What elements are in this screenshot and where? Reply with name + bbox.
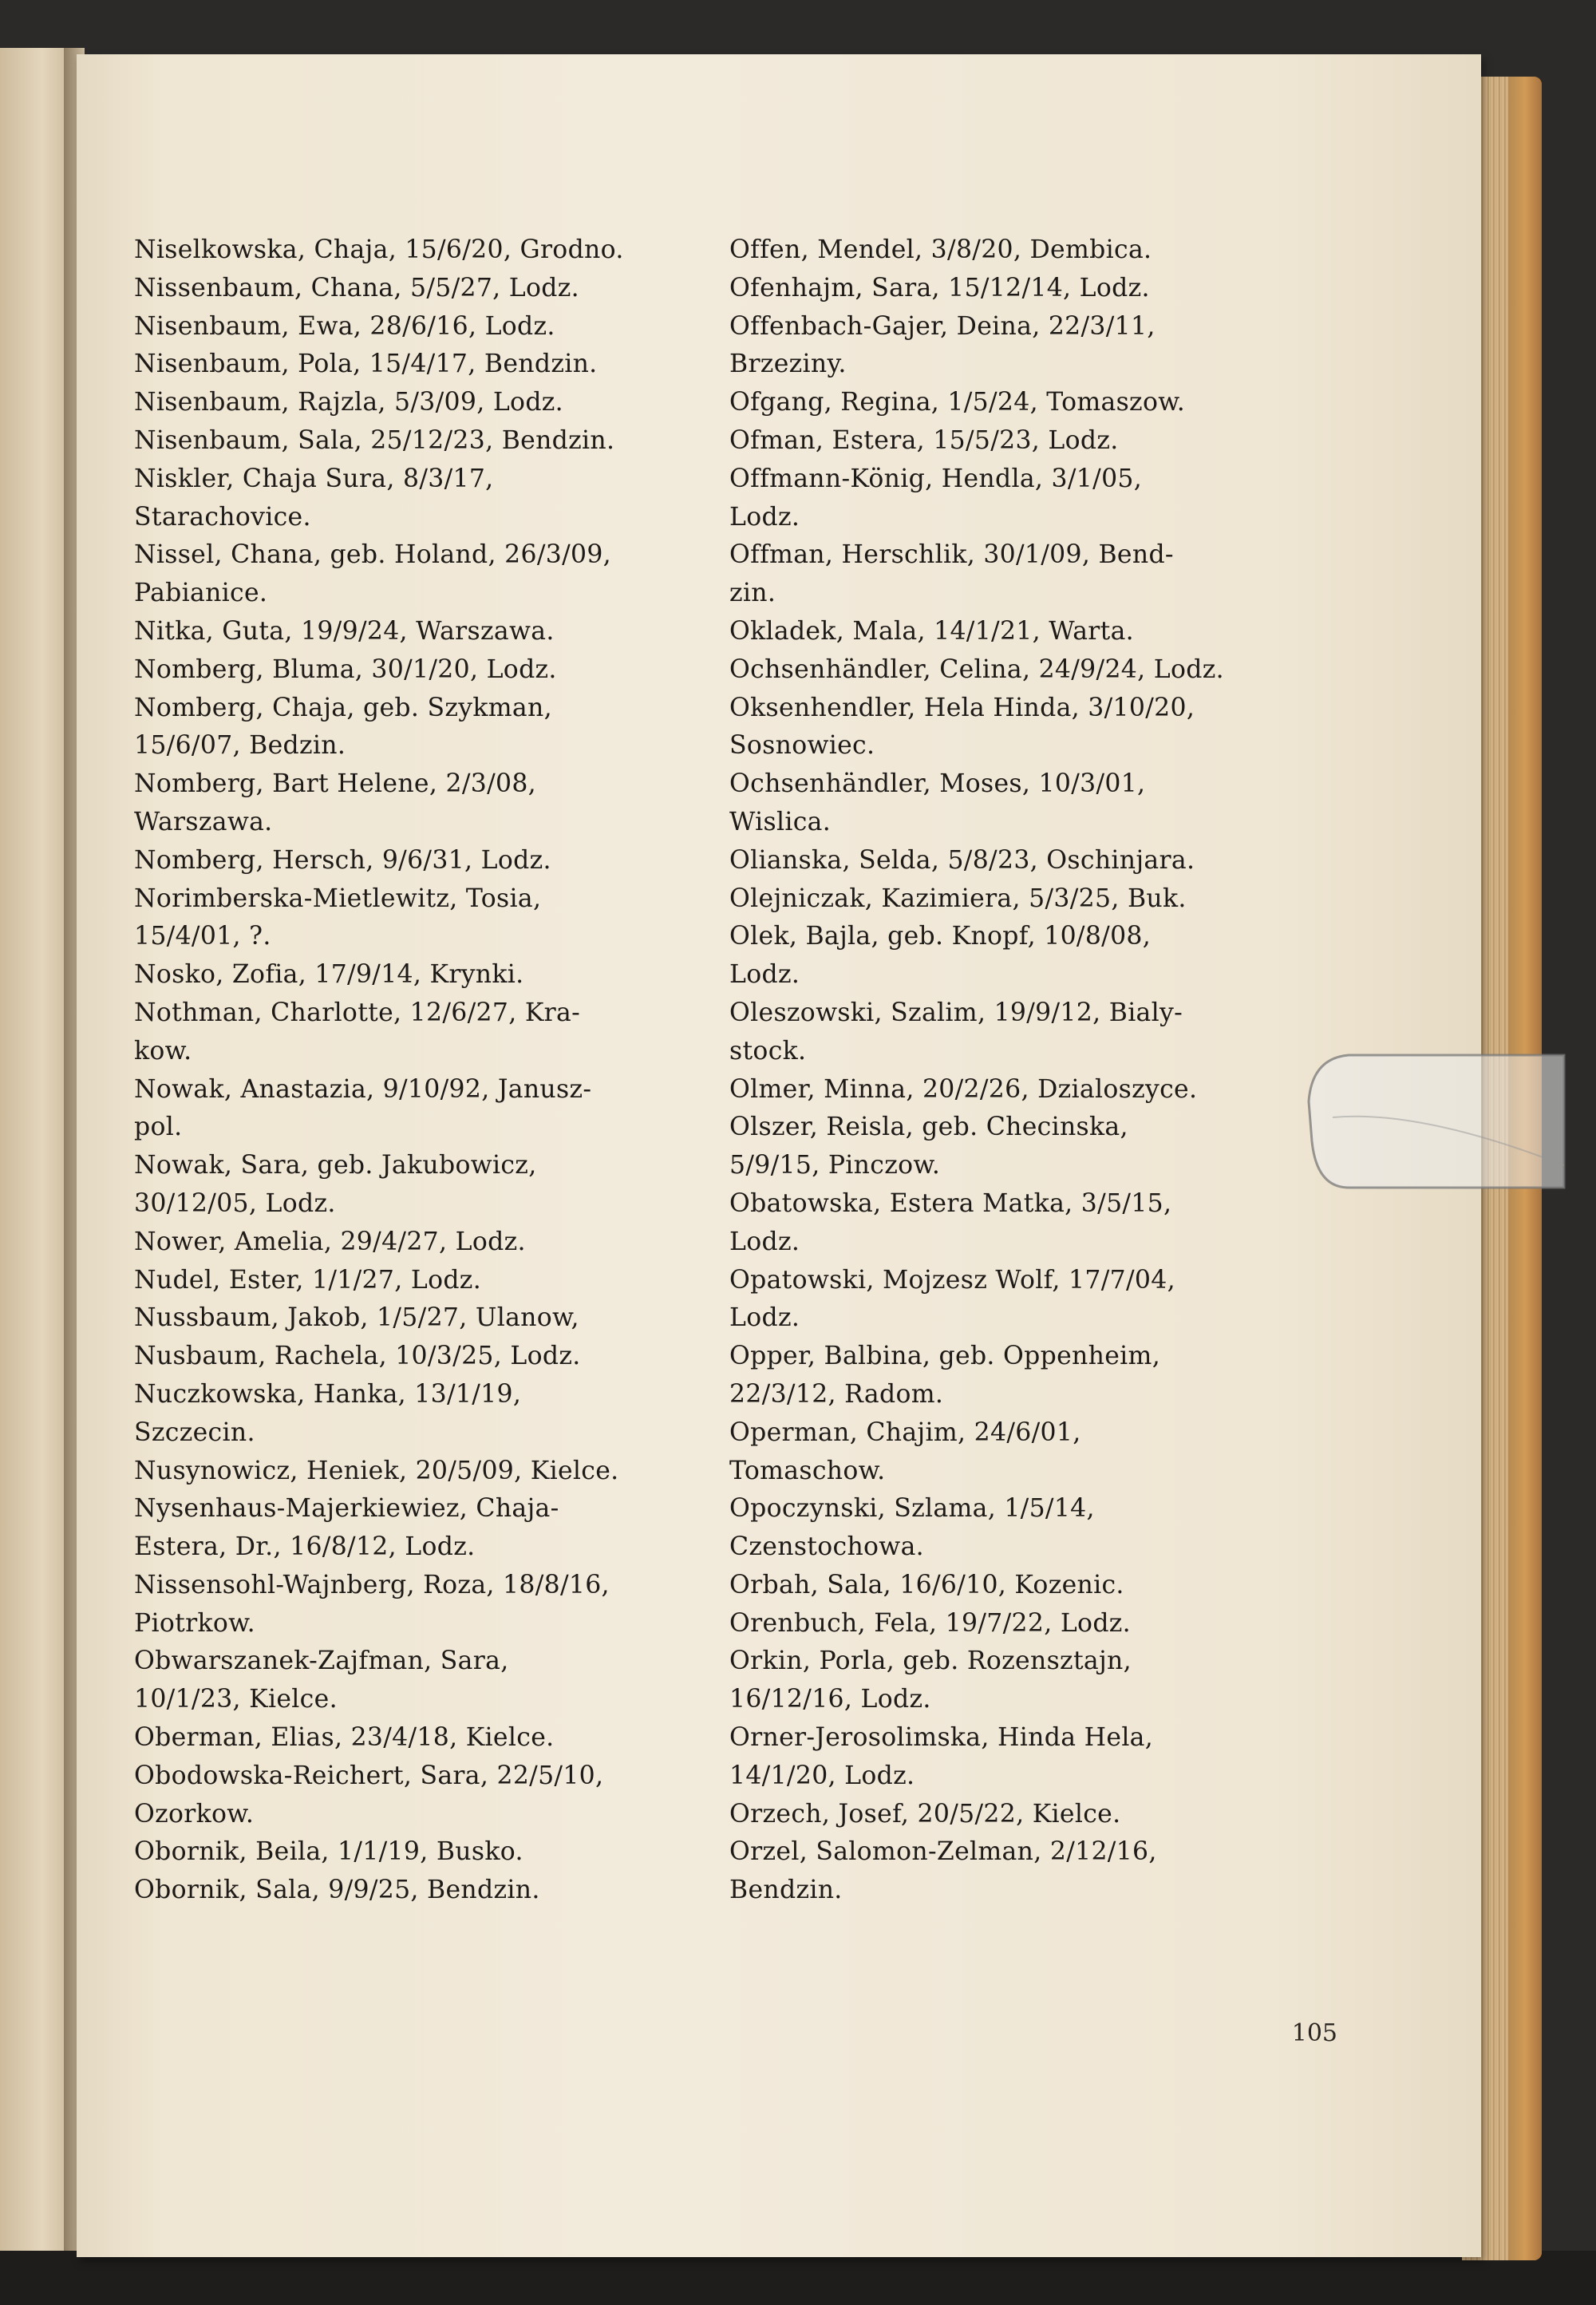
entry-line: Pabianice.: [134, 579, 268, 608]
list-entry: [729, 842, 1392, 880]
list-entry: [729, 461, 1392, 537]
entry-line: Orzel, Salomon-Zelman, 2/12/16,: [729, 1837, 1157, 1867]
list-entry: [729, 231, 1392, 270]
entry-line: Oberman, Elias, 23/4/18, Kielce.: [134, 1723, 555, 1753]
list-entry: [729, 1567, 1392, 1605]
list-entry: [134, 1453, 772, 1491]
list-entry: [134, 690, 772, 766]
list-entry: [729, 1833, 1392, 1910]
list-entry: [729, 1719, 1392, 1796]
list-entry: [134, 613, 772, 651]
entry-line: Nussbaum, Jakob, 1/5/27, Ulanow,: [134, 1303, 579, 1333]
list-entry: [134, 384, 772, 422]
list-entry: [134, 461, 772, 537]
entry-line: Nisenbaum, Rajzla, 5/3/09, Lodz.: [134, 388, 563, 417]
entry-line: Norimberska-Mietlewitz, Tosia,: [134, 884, 542, 913]
background-table: [0, 2251, 1596, 2305]
entry-line: Nowak, Sara, geb. Jakubowicz,: [134, 1151, 537, 1180]
list-entry: [134, 880, 772, 957]
entry-line: Operman, Chajim, 24/6/01,: [729, 1417, 1081, 1447]
entry-line: Brzeziny.: [729, 350, 847, 379]
list-entry: [134, 308, 772, 346]
entry-line: Opatowski, Mojzesz Wolf, 17/7/04,: [729, 1265, 1175, 1295]
entry-line: Obatowska, Estera Matka, 3/5/15,: [729, 1188, 1172, 1218]
list-entry: [729, 422, 1392, 461]
entry-line: Piotrkow.: [134, 1608, 255, 1638]
entry-line: Orner-Jerosolimska, Hinda Hela,: [729, 1723, 1154, 1753]
entry-line: Nothman, Charlotte, 12/6/27, Kra-: [134, 998, 581, 1027]
entry-line: Nuczkowska, Hanka, 13/1/19,: [134, 1379, 522, 1409]
entry-line: Opoczynski, Szlama, 1/5/14,: [729, 1494, 1095, 1524]
entry-line: kow.: [134, 1036, 192, 1066]
entry-line: Offenbach-Gajer, Deina, 22/3/11,: [729, 311, 1156, 341]
left-column: [134, 231, 772, 1910]
entry-line: 15/4/01, ?.: [134, 922, 271, 951]
entry-line: Obwarszanek-Zajfman, Sara,: [134, 1647, 509, 1676]
entry-line: 5/9/15, Pinczow.: [729, 1151, 941, 1180]
entry-line: Nisenbaum, Sala, 25/12/23, Bendzin.: [134, 425, 615, 455]
list-entry: [134, 422, 772, 461]
entry-line: Ofgang, Regina, 1/5/24, Tomaszow.: [729, 388, 1186, 417]
entry-line: Nysenhaus-Majerkiewiez, Chaja-: [134, 1494, 559, 1524]
entry-line: Nower, Amelia, 29/4/27, Lodz.: [134, 1227, 526, 1256]
entry-line: Nusbaum, Rachela, 10/3/25, Lodz.: [134, 1342, 581, 1371]
list-entry: [134, 1757, 772, 1834]
right-column: [729, 231, 1392, 1910]
list-entry: [729, 994, 1392, 1071]
entry-line: 16/12/16, Lodz.: [729, 1685, 931, 1714]
entry-line: Ozorkow.: [134, 1799, 255, 1829]
entry-line: Opper, Balbina, geb. Oppenheim,: [729, 1342, 1161, 1371]
entry-line: Lodz.: [729, 960, 800, 990]
entry-line: Orbah, Sala, 16/6/10, Kozenic.: [729, 1570, 1124, 1599]
list-entry: [729, 384, 1392, 422]
list-entry: [729, 1643, 1392, 1719]
entry-line: Nissensohl-Wajnberg, Roza, 18/8/16,: [134, 1570, 610, 1599]
entry-line: Tomaschow.: [729, 1456, 886, 1485]
entry-line: Nusynowicz, Heniek, 20/5/09, Kielce.: [134, 1456, 619, 1485]
entry-line: Estera, Dr., 16/8/12, Lodz.: [134, 1532, 476, 1562]
entry-line: Offmann-König, Hendla, 3/1/05,: [729, 464, 1143, 493]
entry-line: Nosko, Zofia, 17/9/14, Krynki.: [134, 960, 524, 990]
list-entry: [729, 536, 1392, 613]
list-entry: [134, 1376, 772, 1453]
list-entry: [729, 1338, 1392, 1414]
list-entry: [729, 1262, 1392, 1338]
entry-line: Starachovice.: [134, 502, 311, 532]
entry-line: Wislica.: [729, 807, 832, 836]
entry-line: Lodz.: [729, 1227, 800, 1256]
entry-line: Nissenbaum, Chana, 5/5/27, Lodz.: [134, 273, 579, 302]
list-entry: [134, 1338, 772, 1376]
entry-line: Obornik, Beila, 1/1/19, Busko.: [134, 1837, 523, 1867]
list-entry: [134, 1567, 772, 1643]
entry-line: Szczecin.: [134, 1417, 255, 1447]
entry-line: Ofman, Estera, 15/5/23, Lodz.: [729, 425, 1119, 455]
entry-line: Oksenhendler, Hela Hinda, 3/10/20,: [729, 693, 1195, 722]
entry-line: Lodz.: [729, 502, 800, 532]
list-entry: [729, 1109, 1392, 1185]
list-entry: [134, 1262, 772, 1300]
list-entry: [729, 1490, 1392, 1567]
list-entry: [729, 308, 1392, 385]
entry-line: Obornik, Sala, 9/9/25, Bendzin.: [134, 1876, 540, 1905]
list-entry: [134, 1490, 772, 1567]
entry-line: Offen, Mendel, 3/8/20, Dembica.: [729, 235, 1152, 264]
list-entry: [729, 1605, 1392, 1643]
entry-line: Nisenbaum, Ewa, 28/6/16, Lodz.: [134, 311, 555, 341]
entry-line: 22/3/12, Radom.: [729, 1379, 944, 1409]
entry-line: Nisenbaum, Pola, 15/4/17, Bendzin.: [134, 350, 598, 379]
entry-line: Nomberg, Bart Helene, 2/3/08,: [134, 769, 536, 799]
entry-line: Orzech, Josef, 20/5/22, Kielce.: [729, 1799, 1121, 1829]
entry-line: Oleszowski, Szalim, 19/9/12, Bialy-: [729, 998, 1183, 1027]
list-entry: [729, 613, 1392, 651]
entry-line: Ochsenhändler, Moses, 10/3/01,: [729, 769, 1146, 799]
entry-line: zin.: [729, 579, 776, 608]
list-entry: [134, 231, 772, 270]
entry-line: Nomberg, Bluma, 30/1/20, Lodz.: [134, 654, 557, 684]
entry-line: Lodz.: [729, 1303, 800, 1333]
entry-line: Bendzin.: [729, 1876, 843, 1905]
entry-line: Ofenhajm, Sara, 15/12/14, Lodz.: [729, 273, 1150, 302]
list-entry: [134, 994, 772, 1071]
list-entry: [134, 956, 772, 994]
page-number: 105: [1291, 2019, 1337, 2047]
list-entry: [729, 1185, 1392, 1262]
entry-line: Sosnowiec.: [729, 731, 875, 761]
entry-line: 30/12/05, Lodz.: [134, 1188, 336, 1218]
entry-line: Czenstochowa.: [729, 1532, 924, 1562]
list-entry: [134, 1643, 772, 1719]
entry-line: Nomberg, Chaja, geb. Szykman,: [134, 693, 552, 722]
list-entry: [134, 346, 772, 384]
list-entry: [134, 765, 772, 842]
entry-line: Nowak, Anastazia, 9/10/92, Janusz-: [134, 1074, 592, 1104]
list-entry: [729, 880, 1392, 919]
list-entry: [134, 270, 772, 308]
list-entry: [729, 1796, 1392, 1834]
list-entry: [134, 842, 772, 880]
list-entry: [729, 690, 1392, 766]
entry-line: Orkin, Porla, geb. Rozensztajn,: [729, 1647, 1132, 1676]
entry-line: Niselkowska, Chaja, 15/6/20, Grodno.: [134, 235, 624, 264]
list-entry: [134, 1833, 772, 1872]
entry-line: Olmer, Minna, 20/2/26, Dzialoszyce.: [729, 1074, 1198, 1104]
entry-line: Olianska, Selda, 5/8/23, Oschinjara.: [729, 845, 1195, 875]
entry-line: Olek, Bajla, geb. Knopf, 10/8/08,: [729, 922, 1152, 951]
list-entry: [134, 1071, 772, 1148]
entry-line: Warszawa.: [134, 807, 273, 836]
entry-line: Nissel, Chana, geb. Holand, 26/3/09,: [134, 540, 611, 570]
list-entry: [729, 1071, 1392, 1109]
list-entry: [134, 1719, 772, 1757]
list-entry: [729, 918, 1392, 994]
list-entry: [134, 1299, 772, 1338]
list-entry: [729, 765, 1392, 842]
entry-line: Olszer, Reisla, geb. Checinska,: [729, 1113, 1128, 1142]
list-entry: [134, 1224, 772, 1262]
entry-line: Nudel, Ester, 1/1/27, Lodz.: [134, 1265, 482, 1295]
entry-line: 15/6/07, Bedzin.: [134, 731, 346, 761]
entry-line: Obodowska-Reichert, Sara, 22/5/10,: [134, 1761, 604, 1790]
entry-line: Orenbuch, Fela, 19/7/22, Lodz.: [729, 1608, 1131, 1638]
entry-line: Niskler, Chaja Sura, 8/3/17,: [134, 464, 494, 493]
list-entry: [134, 1872, 772, 1910]
list-entry: [134, 1147, 772, 1224]
entry-line: Nitka, Guta, 19/9/24, Warszawa.: [134, 616, 555, 646]
entry-line: 14/1/20, Lodz.: [729, 1761, 915, 1790]
entry-line: Okladek, Mala, 14/1/21, Warta.: [729, 616, 1134, 646]
entry-line: Ochsenhändler, Celina, 24/9/24, Lodz.: [729, 654, 1224, 684]
list-entry: [134, 536, 772, 613]
entry-line: pol.: [134, 1113, 183, 1142]
entry-line: Olejniczak, Kazimiera, 5/3/25, Buk.: [729, 884, 1187, 913]
entry-line: stock.: [729, 1036, 807, 1066]
list-entry: [729, 270, 1392, 308]
list-entry: [729, 1414, 1392, 1491]
book-page: [77, 54, 1481, 2257]
entry-line: Nomberg, Hersch, 9/6/31, Lodz.: [134, 845, 551, 875]
entry-line: 10/1/23, Kielce.: [134, 1685, 338, 1714]
list-entry: [134, 651, 772, 690]
clip-bookmark-icon: [1301, 1046, 1572, 1197]
list-entry: [729, 651, 1392, 690]
entry-line: Offman, Herschlik, 30/1/09, Bend-: [729, 540, 1174, 570]
